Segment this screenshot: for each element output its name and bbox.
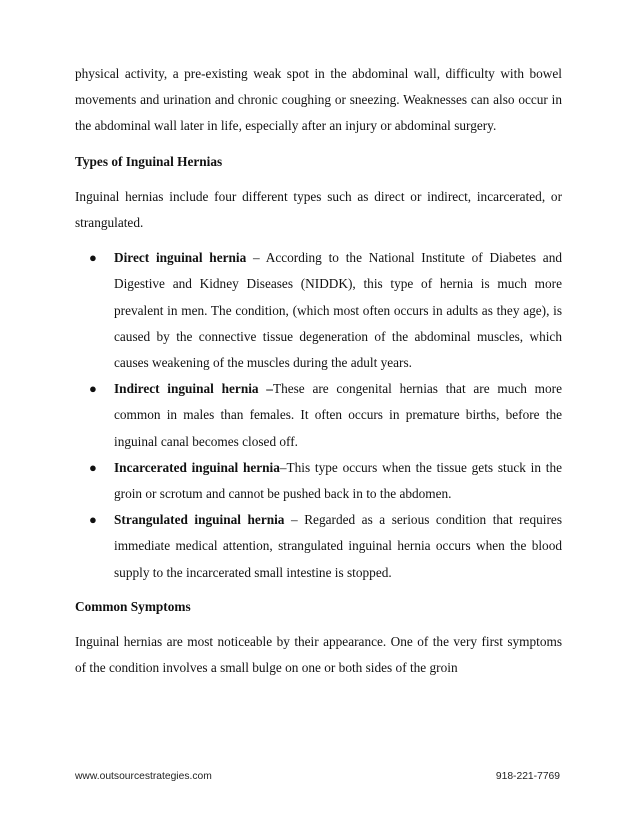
list-item-text: –This type occurs when the tissue gets stuck in the groin or scrotum and cannot be pushed back in to the abdomen. [114,459,562,502]
bullet-icon: ● [89,381,97,397]
list-item-term: Incarcerated inguinal hernia [114,459,280,475]
list-item-text: These are congenital hernias that are much more common in males than females. It often occurs in premature births, before the inguinal canal becomes closed off. [114,381,562,449]
list-item-term: Strangulated inguinal hernia [114,512,285,528]
bullet-icon: ● [89,459,97,475]
bullet-icon: ● [89,512,97,528]
list-item-text: – According to the National Institute of Diabetes and Digestive and Kidney Diseases (NIDDK), this type of hernia is much more prevalent in men. The condition, (which most often occurs in adults as they age), is caused by the connective tissue degeneration of the abdominal muscles, which causes weakening of the muscles during the adult years. [114,250,563,371]
footer-website: www.outsourcestrategies.com [75,771,212,782]
types-heading: Types of Inguinal Hernias [75,153,223,169]
list-item [75,376,562,455]
list-item [75,245,562,376]
types-intro-paragraph: Inguinal hernias include four different types such as direct or indirect, incarcerated, or strangulated. [75,188,562,231]
page-content [75,61,562,690]
list-item-text: – Regarded as a serious condition that requires immediate medical attention, strangulated inguinal hernia occurs when the blood supply to the incarcerated small intestine is stopped. [114,512,562,580]
list-item [75,507,562,586]
footer-phone: 918-221-7769 [495,771,560,782]
symptoms-paragraph: Inguinal hernias are most noticeable by their appearance. One of the very first symptoms of the condition involves a small bulge on one or both sides of the groin [75,634,562,676]
bullet-icon: ● [89,250,97,266]
symptoms-heading: Common Symptoms [75,598,191,614]
list-item-term: Direct inguinal hernia [114,250,247,266]
hernia-types-list [75,245,562,586]
intro-paragraph: physical activity, a pre-existing weak spot in the abdominal wall, difficulty with bowel movements and urination and chronic coughing or sneezing. Weaknesses can also occur in the abdominal wall later in life, especially after an injury or abdominal surgery. [75,66,562,134]
list-item-term: Indirect inguinal hernia – [114,381,273,397]
list-item [75,455,562,507]
